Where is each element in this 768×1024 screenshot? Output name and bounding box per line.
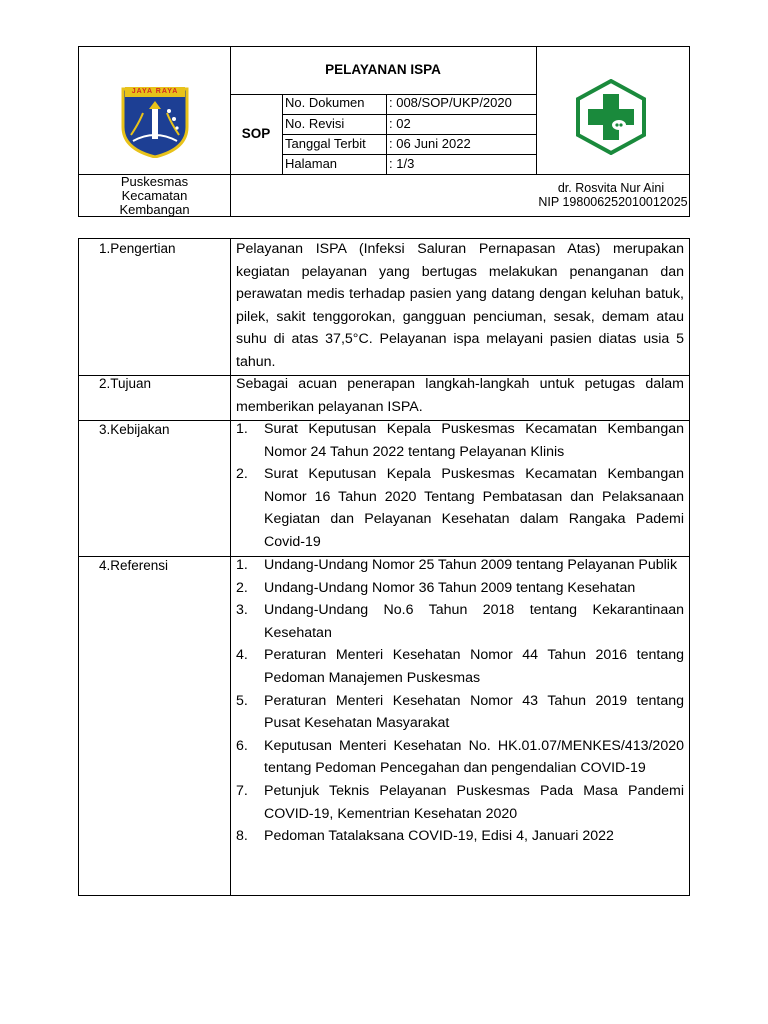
list-item-text: Surat Keputusan Kepala Puskesmas Kecamatan Kembangan Nomor 24 Tahun 2022 tentang Pelayanan Klinis <box>264 421 684 460</box>
document-title: PELAYANAN ISPA <box>325 62 441 77</box>
kebijakan-list <box>236 418 684 554</box>
section-text-pengertian: Pelayanan ISPA (Infeksi Saluran Pernapasan Atas) merupakan kegiatan pelayanan yang bertugas melakukan penanganan dan perawatan medis terhadap pasien yang datang dengan keluhan batuk, pilek, sakit tenggorokan, gangguan penciuman, sesak, demam atau suhu di atas 37,5°C. Pelayanan ispa melayani pasien diatas usia 5 tahun. <box>236 241 684 370</box>
sop-label: SOP <box>241 126 271 141</box>
jakarta-logo-text: JAYA RAYA <box>131 88 179 95</box>
list-item-text: Peraturan Menteri Kesehatan Nomor 44 Tahun 2016 tentang Pedoman Manajemen Puskesmas <box>264 647 684 686</box>
list-item-text: Undang-Undang Nomor 36 Tahun 2009 tentang Kesehatan <box>264 579 636 596</box>
list-item <box>236 418 684 463</box>
list-item <box>236 644 684 689</box>
field-value-tanggal-terbit: : 06 Juni 2022 <box>389 136 471 151</box>
signer-name: dr. Rosvita Nur Aini <box>557 181 665 195</box>
list-item <box>236 599 684 644</box>
list-item <box>236 577 684 600</box>
list-item-number: 5. <box>236 692 248 709</box>
section-label-kebijakan: 3.Kebijakan <box>99 422 170 437</box>
list-item-number: 8. <box>236 828 248 845</box>
field-value-no-revisi: : 02 <box>389 116 411 131</box>
section-label-tujuan: 2.Tujuan <box>99 376 152 391</box>
list-item-text: Surat Keputusan Kepala Puskesmas Kecamatan Kembangan Nomor 16 Tahun 2020 Tentang Pembatasan dan Pelaksanaan Kegiatan dan Pelayanan Kesehatan dalam Rangaka Pademi Covid-19 <box>264 466 684 550</box>
list-item <box>236 463 684 553</box>
section-label-referensi: 4.Referensi <box>99 558 169 573</box>
list-item-number: 6. <box>236 737 248 754</box>
section-label-pengertian: 1.Pengertian <box>99 241 176 256</box>
signer-nip: NIP 198006252010012025 <box>538 195 688 209</box>
puskesmas-logo <box>573 79 649 155</box>
field-label-tanggal-terbit: Tanggal Terbit <box>285 136 366 151</box>
list-item-number: 7. <box>236 782 248 799</box>
list-item-number: 2. <box>236 466 248 483</box>
list-item-text: Petunjuk Teknis Pelayanan Puskesmas Pada Masa Pandemi COVID-19, Kementrian Kesehatan 2020 <box>264 782 684 822</box>
list-item <box>236 690 684 735</box>
org-line-3: Kembangan <box>119 202 190 217</box>
list-item <box>236 735 684 780</box>
field-value-no-dokumen: : 008/SOP/UKP/2020 <box>389 95 512 110</box>
section-text-tujuan: Sebagai acuan penerapan langkah-langkah untuk petugas dalam memberikan pelayanan ISPA. <box>236 376 684 415</box>
field-value-halaman: : 1/3 <box>389 156 415 171</box>
jakarta-logo <box>119 83 191 158</box>
list-item-text: Undang-Undang No.6 Tahun 2018 tentang Kekarantinaan Kesehatan <box>264 602 684 641</box>
list-item-number: 1. <box>236 421 248 437</box>
field-label-halaman: Halaman <box>285 156 338 171</box>
list-item-text: Pedoman Tatalaksana COVID-19, Edisi 4, Januari 2022 <box>264 828 614 845</box>
org-line-1: Puskesmas <box>120 174 189 189</box>
sop-content-table <box>78 238 690 896</box>
list-item-text: Keputusan Menteri Kesehatan No. HK.01.07/MENKES/413/2020 tentang Pedoman Pencegahan dan pengendalian COVID-19 <box>264 737 684 777</box>
org-line-2: Kecamatan <box>121 188 188 203</box>
field-label-no-revisi: No. Revisi <box>285 116 345 131</box>
list-item-number: 2. <box>236 579 248 596</box>
list-item-text: Peraturan Menteri Kesehatan Nomor 43 Tahun 2019 tentang Pusat Kesehatan Masyarakat <box>264 692 684 732</box>
list-item-number: 3. <box>236 602 248 619</box>
sop-header-table <box>78 46 690 217</box>
list-item-text: Undang-Undang Nomor 25 Tahun 2009 tentang Pelayanan Publik <box>264 557 678 573</box>
list-item-number: 4. <box>236 647 248 664</box>
list-item <box>236 825 684 848</box>
field-label-no-dokumen: No. Dokumen <box>285 95 365 110</box>
list-item <box>236 780 684 825</box>
list-item-number: 1. <box>236 557 248 573</box>
referensi-list <box>236 554 684 848</box>
list-item <box>236 554 684 577</box>
